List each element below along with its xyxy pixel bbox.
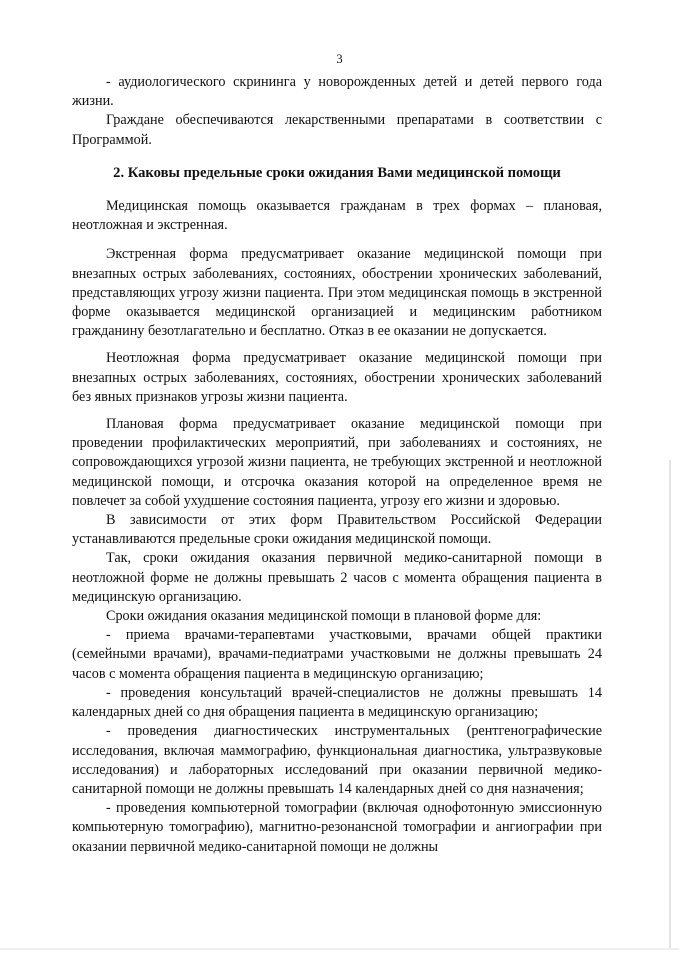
paragraph-emergency: Экстренная форма предусматривает оказание медицинской помощи при внезапных острых заболеваниях, состояниях, обострении хронических заболеваний, представляющих угрозу жизни пациента. При этом медицинская помощь в экстренной форме оказывается медицинской организацией и медицинским работником гражданину безотлагательно и бесплатно. Отказ в ее оказании не допускается. bbox=[72, 246, 602, 340]
paragraph-planned: Плановая форма предусматривает оказание медицинской помощи при проведении профилактических мероприятий, при заболеваниях и состояниях, не сопровождающихся угрозой жизни пациента, не требующих экстренной и неотложной медицинской помощи, и отсрочка оказания которой на определенное время не повлечет за собой ухудшение состояния пациента, угрозу его жизни и здоровью. bbox=[72, 416, 602, 509]
section-heading: 2. Каковы предельные сроки ожидания Вами медицинской помощи bbox=[113, 164, 561, 181]
scan-edge-bottom bbox=[0, 948, 679, 950]
scan-edge-right bbox=[669, 460, 671, 950]
document-body bbox=[72, 73, 602, 857]
list-item-diagnostics: - проведения диагностических инструментальных (рентгенографические исследования, включая маммографию, функциональная диагностика, ультразвуковые исследования) и лабораторных исследований при оказании первичной медико-санитарной помощи не должны превышать 14 календарных дней со дня назначения; bbox=[72, 723, 602, 797]
list-item-specialists: - проведения консультаций врачей-специалистов не должны превышать 14 календарных дней со дня обращения пациента в медицинскую организацию; bbox=[72, 684, 602, 721]
paragraph-urgent: Неотложная форма предусматривает оказание медицинской помощи при внезапных острых заболеваниях, состояниях, обострении хронических заболеваний без явных признаков угрозы жизни пациента. bbox=[72, 350, 602, 405]
paragraph-urgent-deadline: Так, сроки ожидания оказания первичной медико-санитарной помощи в неотложной форме не должны превышать 2 часов с момента обращения пациента в медицинскую организацию. bbox=[72, 550, 602, 605]
paragraph-forms: Медицинская помощь оказывается гражданам в трех формах – плановая, неотложная и экстренная. bbox=[72, 198, 602, 234]
page-number: 3 bbox=[336, 52, 343, 66]
list-item-tomography: - проведения компьютерной томографии (включая однофотонную эмиссионную компьютерную томографию), магнитно-резонансной томографии и ангиографии при оказании первичной медико-санитарной помощи не должны bbox=[72, 800, 602, 855]
paragraph-government: В зависимости от этих форм Правительством Российской Федерации устанавливаются предельные сроки ожидания медицинской помощи. bbox=[72, 512, 602, 548]
paragraph-screening: - аудиологического скрининга у новорожденных детей и детей первого года жизни. bbox=[72, 74, 602, 110]
paragraph-medicines: Граждане обеспечиваются лекарственными препаратами в соответствии с Программой. bbox=[72, 112, 602, 148]
paragraph-planned-deadlines: Сроки ожидания оказания медицинской помощи в плановой форме для: bbox=[106, 608, 542, 625]
list-item-therapists: - приема врачами-терапевтами участковыми, врачами общей практики (семейными врачами), врачами-педиатрами участковыми не должны превышать 24 часов с момента обращения пациента в медицинскую организацию; bbox=[72, 627, 602, 682]
